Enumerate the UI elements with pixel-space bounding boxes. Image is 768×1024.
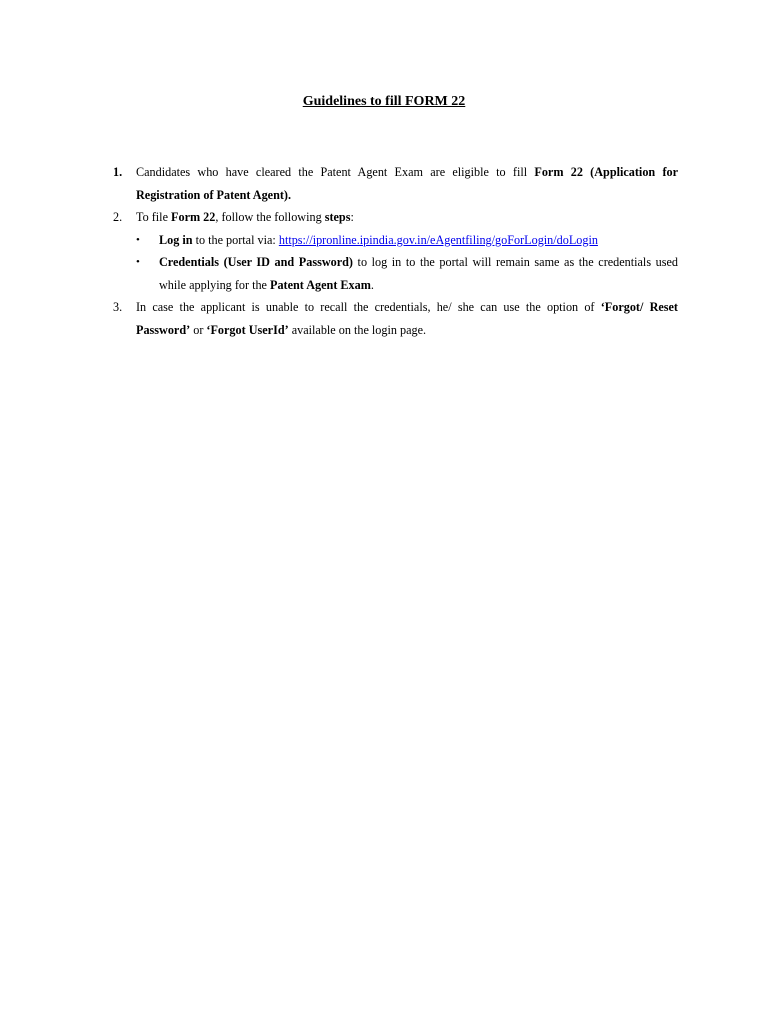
bullet-item-credentials	[136, 251, 678, 296]
list-item-text	[136, 206, 678, 229]
document-title: Guidelines to fill FORM 22	[302, 94, 466, 109]
bold-text-run: ‘Forgot/ Reset Password’	[136, 300, 678, 337]
text-run: In case the applicant is unable to recall the credentials, he/ she can use the option of	[136, 300, 601, 314]
text-run: to the portal via:	[192, 232, 279, 247]
text-run: or	[190, 322, 207, 337]
bold-text-run: steps	[324, 210, 351, 224]
text-run: Candidates who have cleared the Patent Agent Exam are eligible to fill	[136, 165, 535, 179]
text-run: , follow the following	[215, 210, 325, 224]
bold-text-run: Form 22 (Application for Registration of Patent Agent).	[136, 165, 679, 202]
bold-text-run: ‘Forgot UserId’	[206, 322, 289, 337]
bullet-item-login	[136, 229, 678, 252]
text-run: :	[350, 210, 354, 224]
text-run: to log in to the portal will remain same as the credentials used while applying for the	[159, 255, 678, 292]
bold-text-run: Credentials (User ID and Password)	[159, 255, 353, 269]
list-item-3	[113, 296, 678, 341]
list-item-number: 3.	[113, 300, 123, 314]
bold-text-run: Form 22	[171, 210, 216, 224]
list-item-text	[136, 296, 678, 341]
bullet-icon: •	[136, 256, 140, 268]
bullet-text	[159, 229, 678, 252]
list-item-text	[136, 161, 678, 206]
list-item-number: 1.	[113, 165, 123, 179]
list-item-number: 2.	[113, 210, 123, 224]
text-run: To file	[136, 210, 172, 224]
bullet-icon: •	[136, 233, 140, 246]
portal-login-link[interactable]: https://ipronline.ipindia.gov.in/eAgentfiling/goForLogin/doLogin	[278, 232, 598, 247]
bold-text-run: Log in	[159, 232, 193, 247]
text-run: available on the login page.	[288, 322, 427, 337]
text-run: .	[370, 277, 374, 292]
list-item-1	[113, 161, 678, 206]
bold-text-run: Patent Agent Exam	[270, 277, 371, 292]
list-item-2	[113, 206, 678, 229]
bullet-text	[159, 251, 678, 296]
guidelines-list	[113, 161, 678, 341]
